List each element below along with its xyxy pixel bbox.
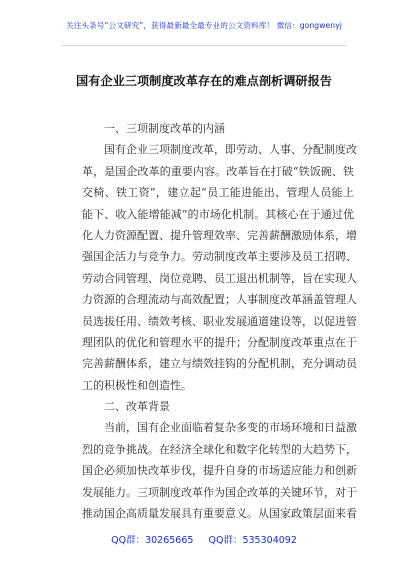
- header-banner: 关注头条号“公文研究”，获得最新最全最专业的公文资料库！ 微信：gongwenyj: [66, 21, 342, 30]
- document-body: [82, 118, 357, 524]
- paragraph-line: 劳动合同管理、岗位竞聘、员工退出机制等，旨在实现人: [82, 271, 357, 285]
- paragraph-line: 烈的竞争挑战。在经济全球化和数字化转型的大趋势下，: [82, 442, 357, 456]
- paragraph-line: 能下、收入能增能减”的市场化机制。其核心在于通过优: [82, 207, 354, 221]
- section-heading-1: 一、三项制度改革的内涵: [104, 122, 225, 135]
- footer-qq-groups: QQ群：30265665 QQ群：535304092: [111, 535, 297, 546]
- section-heading-2: 二、改革背景: [104, 400, 170, 414]
- header-divider: [62, 45, 346, 46]
- paragraph-line: 强国企活力与竞争力。劳动制度改革主要涉及员工招聘、: [82, 250, 357, 264]
- document-title: 国有企业三项制度改革存在的难点剖析调研报告: [76, 74, 332, 88]
- paragraph-line: 国有企业三项制度改革，即劳动、人事、分配制度改: [104, 143, 357, 157]
- paragraph-line: 员选拔任用、绩效考核、职业发展通道建设等，以促进管: [82, 314, 357, 328]
- paragraph-line: 化人力资源配置、提升管理效率、完善薪酬激励体系，增: [82, 228, 357, 242]
- paragraph-line: 发展能力。三项制度改革作为国企改革的关键环节，对于: [82, 485, 357, 499]
- paragraph-line: 革，是国企改革的重要内容。改革旨在打破“铁饭碗、铁: [82, 164, 354, 178]
- paragraph-line: 理团队的优化和管理水平的提升；分配制度改革重点在于: [82, 335, 357, 349]
- paragraph-line: 工的积极性和创造性。: [82, 378, 192, 392]
- paragraph-line: 推动国企高质量发展具有重要意义。从国家政策层面来看: [82, 507, 357, 521]
- paragraph-line: 完善薪酬体系，建立与绩效挂钩的分配机制，充分调动员: [82, 357, 357, 371]
- paragraph-line: 当前，国有企业面临着复杂多变的市场环境和日益激: [104, 421, 357, 435]
- paragraph-line: 力资源的合理流动与高效配置；人事制度改革涵盖管理人: [82, 293, 357, 307]
- paragraph-line: 交椅、铁工资”，建立起“员工能进能出、管理人员能上: [82, 186, 354, 200]
- paragraph-line: 国企必须加快改革步伐，提升自身的市场适应能力和创新: [82, 464, 357, 478]
